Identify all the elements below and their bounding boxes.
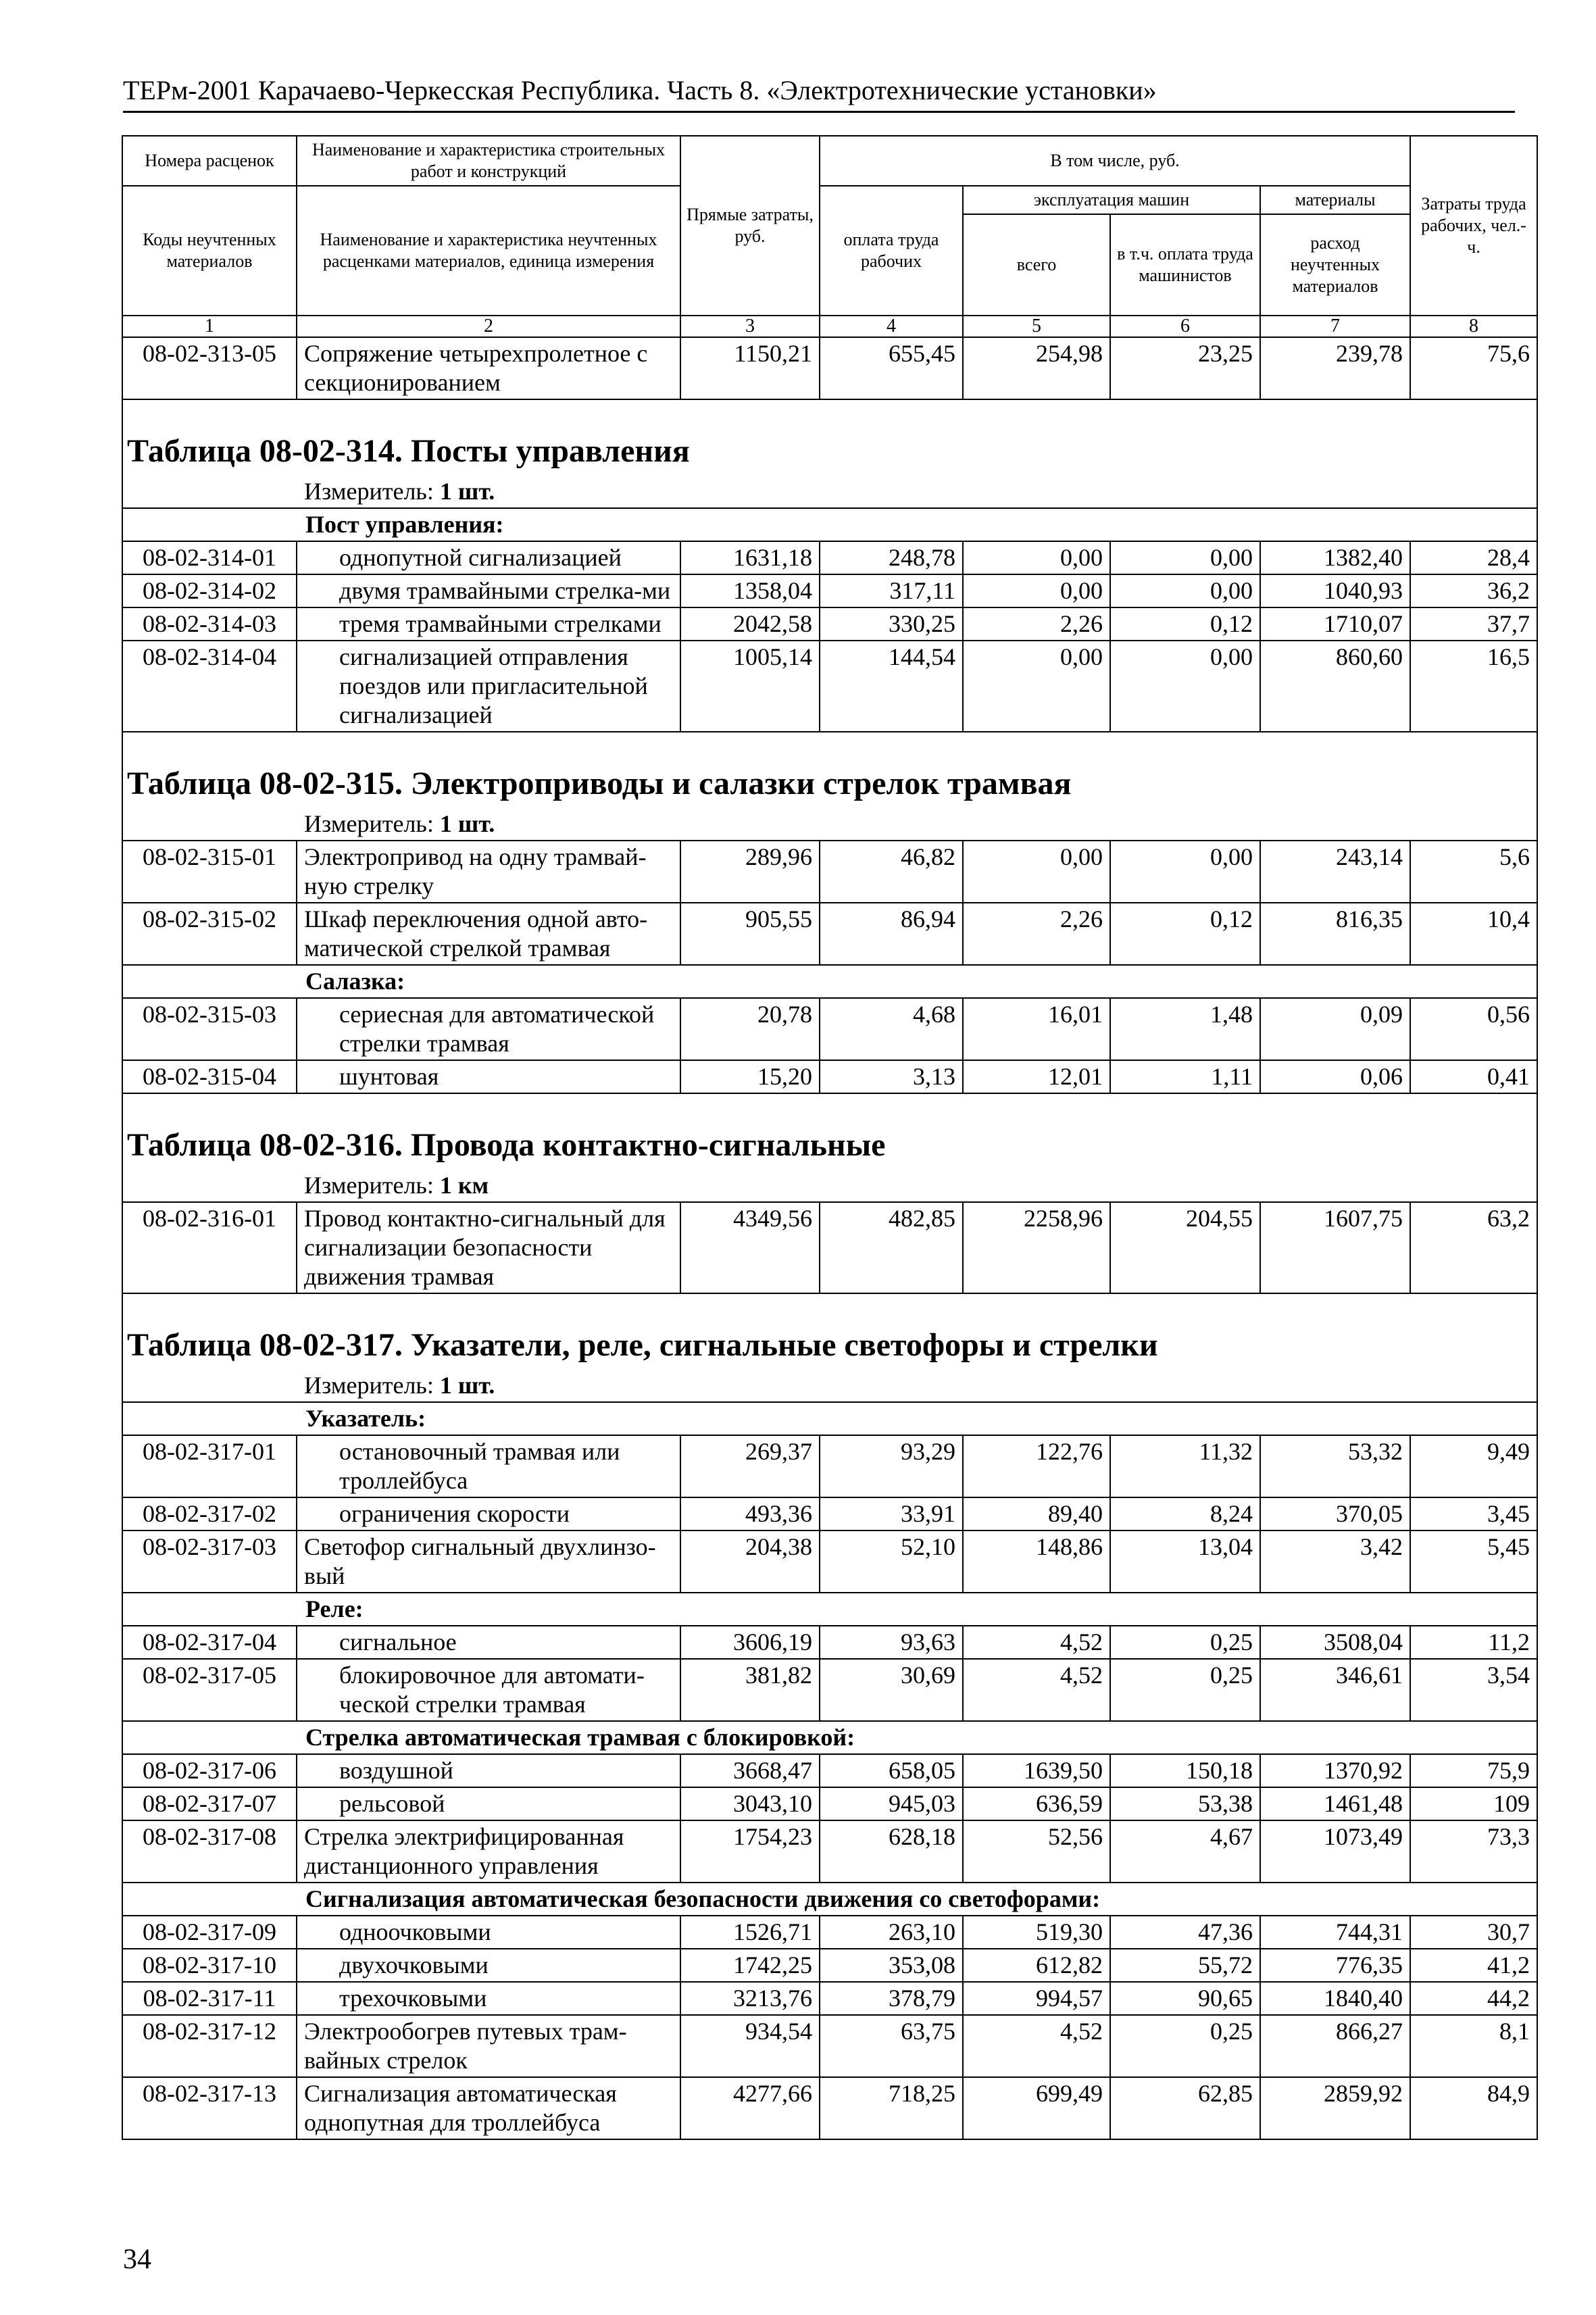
rate-name: остановочный трамвая или троллейбуса bbox=[297, 1435, 680, 1497]
rate-name: блокировочное для автомати-ческой стрелки трамвая bbox=[297, 1659, 680, 1721]
rate-value: 86,94 bbox=[820, 903, 963, 965]
group-heading: Пост управления: bbox=[122, 508, 1537, 541]
measure-label: Измеритель: bbox=[304, 1372, 440, 1399]
rate-value: 4,52 bbox=[963, 1659, 1110, 1721]
rate-value: 89,40 bbox=[963, 1497, 1110, 1530]
rate-value: 370,05 bbox=[1260, 1497, 1410, 1530]
rate-value: 8,24 bbox=[1110, 1497, 1260, 1530]
table-title: Таблица 08-02-315. Электроприводы и салазки стрелок трамвая bbox=[122, 732, 1537, 808]
rate-value: 122,76 bbox=[963, 1435, 1110, 1497]
head-machines: эксплуатация машин bbox=[963, 186, 1260, 214]
table-row bbox=[122, 641, 1537, 732]
rate-value: 20,78 bbox=[680, 998, 820, 1060]
rate-value: 0,00 bbox=[1110, 641, 1260, 732]
rate-value: 658,05 bbox=[820, 1754, 963, 1787]
rate-code: 08-02-317-08 bbox=[122, 1820, 297, 1883]
table-row bbox=[122, 607, 1537, 641]
rate-name: ограничения скорости bbox=[297, 1497, 680, 1530]
rate-code: 08-02-314-04 bbox=[122, 641, 297, 732]
table-title: Таблица 08-02-316. Провода контактно-сигнальные bbox=[122, 1093, 1537, 1170]
rate-value: 52,10 bbox=[820, 1530, 963, 1593]
rate-value: 46,82 bbox=[820, 841, 963, 903]
rate-value: 90,65 bbox=[1110, 1982, 1260, 2015]
rate-value: 93,29 bbox=[820, 1435, 963, 1497]
rate-value: 744,31 bbox=[1260, 1916, 1410, 1949]
rate-code: 08-02-317-09 bbox=[122, 1916, 297, 1949]
table-row bbox=[122, 1497, 1537, 1530]
rate-value: 330,25 bbox=[820, 607, 963, 641]
rate-value: 699,49 bbox=[963, 2077, 1110, 2139]
rate-value: 3668,47 bbox=[680, 1754, 820, 1787]
head-codes-bottom: Коды неучтенных материалов bbox=[122, 186, 297, 316]
rate-value: 519,30 bbox=[963, 1916, 1110, 1949]
rate-value: 3213,76 bbox=[680, 1982, 820, 2015]
rate-value: 655,45 bbox=[820, 337, 963, 399]
rate-value: 1005,14 bbox=[680, 641, 820, 732]
rate-value: 378,79 bbox=[820, 1982, 963, 2015]
rate-value: 15,20 bbox=[680, 1060, 820, 1093]
rate-value: 2859,92 bbox=[1260, 2077, 1410, 2139]
rate-value: 53,32 bbox=[1260, 1435, 1410, 1497]
rate-value: 23,25 bbox=[1110, 337, 1260, 399]
rate-code: 08-02-316-01 bbox=[122, 1202, 297, 1293]
col-number: 5 bbox=[963, 316, 1110, 337]
group-heading: Сигнализация автоматическая безопасности движения со светофорами: bbox=[122, 1883, 1537, 1916]
head-including: В том числе, руб. bbox=[820, 136, 1410, 186]
rate-code: 08-02-317-01 bbox=[122, 1435, 297, 1497]
rate-code: 08-02-317-13 bbox=[122, 2077, 297, 2139]
head-direct: Прямые затраты, руб. bbox=[680, 136, 820, 316]
rate-code: 08-02-317-11 bbox=[122, 1982, 297, 2015]
rate-value: 53,38 bbox=[1110, 1787, 1260, 1820]
rate-value: 346,61 bbox=[1260, 1659, 1410, 1721]
rate-value: 0,25 bbox=[1110, 1659, 1260, 1721]
rate-value: 1742,25 bbox=[680, 1949, 820, 1982]
rate-value: 3,54 bbox=[1410, 1659, 1537, 1721]
rate-name: двумя трамвайными стрелка-ми bbox=[297, 574, 680, 607]
rate-code: 08-02-317-12 bbox=[122, 2015, 297, 2077]
rate-value: 1754,23 bbox=[680, 1820, 820, 1883]
rate-value: 144,54 bbox=[820, 641, 963, 732]
rate-value: 73,3 bbox=[1410, 1820, 1537, 1883]
rate-value: 55,72 bbox=[1110, 1949, 1260, 1982]
head-materials: материалы bbox=[1260, 186, 1410, 214]
rate-value: 75,9 bbox=[1410, 1754, 1537, 1787]
head-codes-top: Номера расценок bbox=[122, 136, 297, 186]
rate-value: 254,98 bbox=[963, 337, 1110, 399]
table-row bbox=[122, 1916, 1537, 1949]
measure-value: 1 шт. bbox=[439, 810, 495, 837]
table-row bbox=[122, 1060, 1537, 1093]
rate-value: 2258,96 bbox=[963, 1202, 1110, 1293]
rate-value: 36,2 bbox=[1410, 574, 1537, 607]
measure-label: Измеритель: bbox=[304, 1172, 440, 1199]
running-header: ТЕРм-2001 Карачаево-Черкесская Республика. Часть 8. «Электротехнические установки» bbox=[123, 75, 1157, 105]
rate-value: 63,2 bbox=[1410, 1202, 1537, 1293]
rate-code: 08-02-317-04 bbox=[122, 1626, 297, 1659]
rate-code: 08-02-314-01 bbox=[122, 541, 297, 574]
rate-name: воздушной bbox=[297, 1754, 680, 1787]
rate-name: сигнальное bbox=[297, 1626, 680, 1659]
rate-value: 30,69 bbox=[820, 1659, 963, 1721]
rate-value: 4,52 bbox=[963, 2015, 1110, 2077]
rate-value: 12,01 bbox=[963, 1060, 1110, 1093]
rate-code: 08-02-314-03 bbox=[122, 607, 297, 641]
rate-value: 3,13 bbox=[820, 1060, 963, 1093]
rate-value: 44,2 bbox=[1410, 1982, 1537, 2015]
rate-value: 75,6 bbox=[1410, 337, 1537, 399]
rate-value: 239,78 bbox=[1260, 337, 1410, 399]
rate-value: 4,68 bbox=[820, 998, 963, 1060]
rate-value: 718,25 bbox=[820, 2077, 963, 2139]
head-labor: Затраты труда рабочих, чел.-ч. bbox=[1410, 136, 1537, 316]
rate-value: 84,9 bbox=[1410, 2077, 1537, 2139]
rate-value: 93,63 bbox=[820, 1626, 963, 1659]
rate-value: 945,03 bbox=[820, 1787, 963, 1820]
group-heading: Указатель: bbox=[122, 1402, 1537, 1435]
rate-value: 1,11 bbox=[1110, 1060, 1260, 1093]
rate-value: 493,36 bbox=[680, 1497, 820, 1530]
rate-value: 0,41 bbox=[1410, 1060, 1537, 1093]
table-row bbox=[122, 1754, 1537, 1787]
measure-label: Измеритель: bbox=[304, 810, 440, 837]
rate-value: 8,1 bbox=[1410, 2015, 1537, 2077]
group-heading: Реле: bbox=[122, 1593, 1537, 1626]
col-number: 6 bbox=[1110, 316, 1260, 337]
rate-code: 08-02-315-01 bbox=[122, 841, 297, 903]
rate-name: Светофор сигнальный двухлинзо-вый bbox=[297, 1530, 680, 1593]
head-mat-use: расход неучтенных материалов bbox=[1260, 214, 1410, 316]
rate-value: 0,09 bbox=[1260, 998, 1410, 1060]
rate-value: 4349,56 bbox=[680, 1202, 820, 1293]
rate-value: 934,54 bbox=[680, 2015, 820, 2077]
table-row bbox=[122, 1659, 1537, 1721]
rate-value: 994,57 bbox=[963, 1982, 1110, 2015]
head-name-bottom: Наименование и характеристика неучтенных расценками материалов, единица измерения bbox=[297, 186, 680, 316]
rate-code: 08-02-317-06 bbox=[122, 1754, 297, 1787]
header-rule bbox=[123, 111, 1515, 113]
rate-value: 0,25 bbox=[1110, 2015, 1260, 2077]
rate-value: 204,55 bbox=[1110, 1202, 1260, 1293]
rate-name: одноочковыми bbox=[297, 1916, 680, 1949]
rate-code: 08-02-317-02 bbox=[122, 1497, 297, 1530]
rate-value: 816,35 bbox=[1260, 903, 1410, 965]
rate-value: 353,08 bbox=[820, 1949, 963, 1982]
rate-code: 08-02-315-02 bbox=[122, 903, 297, 965]
rate-name: Электропривод на одну трамвай-ную стрелку bbox=[297, 841, 680, 903]
rate-value: 52,56 bbox=[963, 1820, 1110, 1883]
rate-value: 0,56 bbox=[1410, 998, 1537, 1060]
col-number: 7 bbox=[1260, 316, 1410, 337]
head-mach-wage: в т.ч. оплата труда машинистов bbox=[1110, 214, 1260, 316]
rate-value: 3,42 bbox=[1260, 1530, 1410, 1593]
measure-unit bbox=[122, 808, 1537, 841]
rate-value: 289,96 bbox=[680, 841, 820, 903]
head-name-top: Наименование и характеристика строительных работ и конструкций bbox=[297, 136, 680, 186]
rate-name: Провод контактно-сигнальный для сигнализации безопасности движения трамвая bbox=[297, 1202, 680, 1293]
rate-value: 5,6 bbox=[1410, 841, 1537, 903]
rate-value: 148,86 bbox=[963, 1530, 1110, 1593]
rate-value: 263,10 bbox=[820, 1916, 963, 1949]
rate-value: 13,04 bbox=[1110, 1530, 1260, 1593]
col-number: 8 bbox=[1410, 316, 1537, 337]
rate-value: 2,26 bbox=[963, 903, 1110, 965]
measure-label: Измеритель: bbox=[304, 478, 440, 505]
rate-value: 860,60 bbox=[1260, 641, 1410, 732]
rate-name: Электрообогрев путевых трам-вайных стрелок bbox=[297, 2015, 680, 2077]
rate-value: 269,37 bbox=[680, 1435, 820, 1497]
rate-value: 0,00 bbox=[1110, 841, 1260, 903]
rate-value: 0,06 bbox=[1260, 1060, 1410, 1093]
group-heading: Салазка: bbox=[122, 965, 1537, 998]
rate-value: 381,82 bbox=[680, 1659, 820, 1721]
rate-value: 16,5 bbox=[1410, 641, 1537, 732]
rate-value: 4277,66 bbox=[680, 2077, 820, 2139]
rate-value: 0,00 bbox=[1110, 541, 1260, 574]
table-row bbox=[122, 337, 1537, 399]
rate-value: 243,14 bbox=[1260, 841, 1410, 903]
rate-name: Шкаф переключения одной авто-матической стрелкой трамвая bbox=[297, 903, 680, 965]
table-row bbox=[122, 903, 1537, 965]
rate-value: 1526,71 bbox=[680, 1916, 820, 1949]
rate-value: 612,82 bbox=[963, 1949, 1110, 1982]
rate-code: 08-02-314-02 bbox=[122, 574, 297, 607]
rate-value: 109 bbox=[1410, 1787, 1537, 1820]
rate-value: 1370,92 bbox=[1260, 1754, 1410, 1787]
head-mach-total: всего bbox=[963, 214, 1110, 316]
rate-name: Стрелка электрифицированная дистанционного управления bbox=[297, 1820, 680, 1883]
rate-value: 37,7 bbox=[1410, 607, 1537, 641]
rate-code: 08-02-317-10 bbox=[122, 1949, 297, 1982]
rate-value: 1040,93 bbox=[1260, 574, 1410, 607]
rate-value: 150,18 bbox=[1110, 1754, 1260, 1787]
rate-value: 905,55 bbox=[680, 903, 820, 965]
rate-value: 4,52 bbox=[963, 1626, 1110, 1659]
table-title: Таблица 08-02-317. Указатели, реле, сигнальные светофоры и стрелки bbox=[122, 1293, 1537, 1370]
table-row bbox=[122, 998, 1537, 1060]
table-row bbox=[122, 1820, 1537, 1883]
rate-code: 08-02-317-07 bbox=[122, 1787, 297, 1820]
rate-value: 1639,50 bbox=[963, 1754, 1110, 1787]
rate-name: однопутной сигнализацией bbox=[297, 541, 680, 574]
rate-code: 08-02-317-03 bbox=[122, 1530, 297, 1593]
table-row bbox=[122, 2015, 1537, 2077]
table-row bbox=[122, 574, 1537, 607]
rate-name: Сигнализация автоматическая однопутная для троллейбуса bbox=[297, 2077, 680, 2139]
rate-value: 3508,04 bbox=[1260, 1626, 1410, 1659]
rate-value: 636,59 bbox=[963, 1787, 1110, 1820]
rate-value: 33,91 bbox=[820, 1497, 963, 1530]
rate-value: 41,2 bbox=[1410, 1949, 1537, 1982]
rate-value: 628,18 bbox=[820, 1820, 963, 1883]
rate-value: 11,32 bbox=[1110, 1435, 1260, 1497]
rate-name: сериесная для автоматической стрелки трамвая bbox=[297, 998, 680, 1060]
measure-unit bbox=[122, 476, 1537, 508]
table-row bbox=[122, 1949, 1537, 1982]
rate-value: 3606,19 bbox=[680, 1626, 820, 1659]
rate-name: Сопряжение четырехпролетное с секционированием bbox=[297, 337, 680, 399]
rate-value: 63,75 bbox=[820, 2015, 963, 2077]
table-row bbox=[122, 1626, 1537, 1659]
rate-value: 1710,07 bbox=[1260, 607, 1410, 641]
rate-value: 10,4 bbox=[1410, 903, 1537, 965]
rate-value: 0,00 bbox=[963, 541, 1110, 574]
rate-value: 9,49 bbox=[1410, 1435, 1537, 1497]
rate-value: 204,38 bbox=[680, 1530, 820, 1593]
table-title: Таблица 08-02-314. Посты управления bbox=[122, 399, 1537, 476]
table-row bbox=[122, 1787, 1537, 1820]
rate-value: 0,00 bbox=[963, 641, 1110, 732]
rate-value: 1631,18 bbox=[680, 541, 820, 574]
rate-name: трехочковыми bbox=[297, 1982, 680, 2015]
measure-value: 1 шт. bbox=[439, 478, 495, 505]
measure-value: 1 шт. bbox=[439, 1372, 495, 1399]
rate-value: 0,00 bbox=[963, 841, 1110, 903]
rate-value: 0,12 bbox=[1110, 607, 1260, 641]
rate-value: 11,2 bbox=[1410, 1626, 1537, 1659]
table-row bbox=[122, 541, 1537, 574]
rate-value: 1150,21 bbox=[680, 337, 820, 399]
page-number: 34 bbox=[123, 2244, 151, 2275]
col-number: 3 bbox=[680, 316, 820, 337]
rate-value: 482,85 bbox=[820, 1202, 963, 1293]
rate-value: 47,36 bbox=[1110, 1916, 1260, 1949]
rate-name: тремя трамвайными стрелками bbox=[297, 607, 680, 641]
rate-value: 62,85 bbox=[1110, 2077, 1260, 2139]
rate-value: 0,12 bbox=[1110, 903, 1260, 965]
measure-unit bbox=[122, 1370, 1537, 1402]
rate-value: 5,45 bbox=[1410, 1530, 1537, 1593]
rate-value: 866,27 bbox=[1260, 2015, 1410, 2077]
col-number: 4 bbox=[820, 316, 963, 337]
group-heading: Стрелка автоматическая трамвая с блокировкой: bbox=[122, 1721, 1537, 1754]
rate-value: 2,26 bbox=[963, 607, 1110, 641]
rate-value: 0,25 bbox=[1110, 1626, 1260, 1659]
rate-value: 1382,40 bbox=[1260, 541, 1410, 574]
rate-value: 248,78 bbox=[820, 541, 963, 574]
rate-code: 08-02-317-05 bbox=[122, 1659, 297, 1721]
rate-name: шунтовая bbox=[297, 1060, 680, 1093]
rate-value: 1840,40 bbox=[1260, 1982, 1410, 2015]
rate-value: 1461,48 bbox=[1260, 1787, 1410, 1820]
rate-value: 1358,04 bbox=[680, 574, 820, 607]
rate-value: 30,7 bbox=[1410, 1916, 1537, 1949]
table-row bbox=[122, 1530, 1537, 1593]
rate-value: 28,4 bbox=[1410, 541, 1537, 574]
rate-value: 4,67 bbox=[1110, 1820, 1260, 1883]
rate-value: 317,11 bbox=[820, 574, 963, 607]
rate-value: 1073,49 bbox=[1260, 1820, 1410, 1883]
rate-code: 08-02-313-05 bbox=[122, 337, 297, 399]
table-row bbox=[122, 2077, 1537, 2139]
col-number: 1 bbox=[122, 316, 297, 337]
rate-value: 16,01 bbox=[963, 998, 1110, 1060]
rate-value: 3,45 bbox=[1410, 1497, 1537, 1530]
rate-name: сигнализацией отправления поездов или пригласительной сигнализацией bbox=[297, 641, 680, 732]
table-row bbox=[122, 1435, 1537, 1497]
table-row bbox=[122, 1202, 1537, 1293]
rate-name: рельсовой bbox=[297, 1787, 680, 1820]
rate-code: 08-02-315-04 bbox=[122, 1060, 297, 1093]
table-row bbox=[122, 841, 1537, 903]
head-wage: оплата труда рабочих bbox=[820, 186, 963, 316]
measure-value: 1 км bbox=[439, 1172, 489, 1199]
rate-name: двухочковыми bbox=[297, 1949, 680, 1982]
rate-value: 1607,75 bbox=[1260, 1202, 1410, 1293]
rate-value: 2042,58 bbox=[680, 607, 820, 641]
rate-value: 3043,10 bbox=[680, 1787, 820, 1820]
rate-value: 776,35 bbox=[1260, 1949, 1410, 1982]
rate-value: 0,00 bbox=[1110, 574, 1260, 607]
price-table bbox=[122, 135, 1538, 2140]
table-row bbox=[122, 1982, 1537, 2015]
col-number: 2 bbox=[297, 316, 680, 337]
rate-code: 08-02-315-03 bbox=[122, 998, 297, 1060]
measure-unit bbox=[122, 1170, 1537, 1202]
rate-value: 0,00 bbox=[963, 574, 1110, 607]
rate-value: 1,48 bbox=[1110, 998, 1260, 1060]
